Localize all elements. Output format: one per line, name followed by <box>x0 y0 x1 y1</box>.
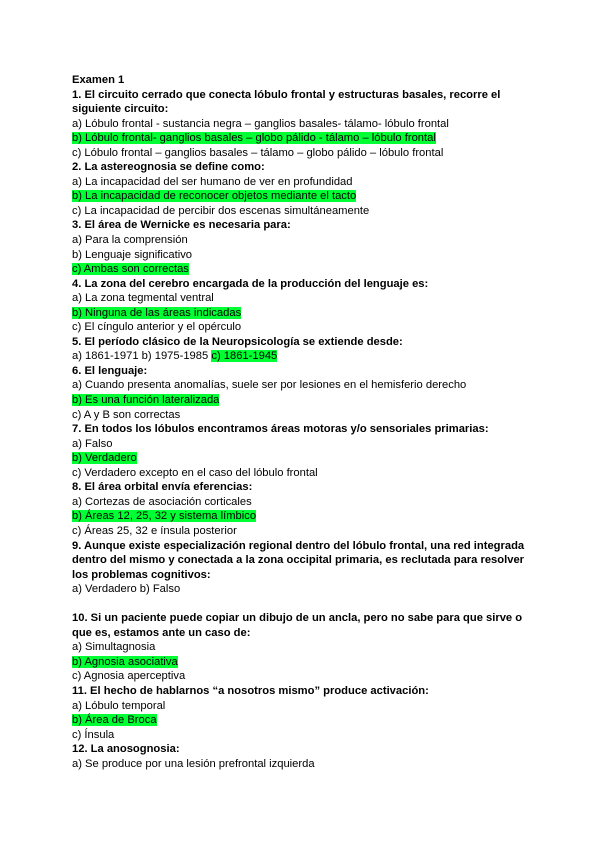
spacer <box>72 597 532 612</box>
q5-option-c-correct: c) 1861-1945 <box>211 350 278 363</box>
question-1: 1. El circuito cerrado que conecta lóbulo frontal y estructuras basales, recorre el siguiente circuito: <box>72 88 501 116</box>
q1-option-a: a) Lóbulo frontal - sustancia negra – ganglios basales- tálamo- lóbulo frontal <box>72 117 449 130</box>
question-7: 7. En todos los lóbulos encontramos áreas motoras y/o sensoriales primarias: <box>72 423 489 436</box>
q2-option-c: c) La incapacidad de percibir dos escenas simultáneamente <box>72 204 370 217</box>
q8-option-b-correct: b) Áreas 12, 25, 32 y sistema límbico <box>72 510 257 523</box>
question-5: 5. El período clásico de la Neuropsicología se extiende desde: <box>72 335 403 348</box>
q7-option-a: a) Falso <box>72 437 113 450</box>
q1-option-c: c) Lóbulo frontal – ganglios basales – tálamo – globo pálido – lóbulo frontal <box>72 146 444 159</box>
q10-option-c: c) Agnosia aperceptiva <box>72 670 186 683</box>
q8-option-a: a) Cortezas de asociación corticales <box>72 495 252 508</box>
q10-option-b-correct: b) Agnosia asociativa <box>72 655 178 668</box>
exam-title: Examen 1 <box>72 74 125 86</box>
question-11: 11. El hecho de hablarnos “a nosotros mismo” produce activación: <box>72 684 429 697</box>
q9-options: a) Verdadero b) Falso <box>72 583 181 596</box>
q6-option-a: a) Cuando presenta anomalías, suele ser por lesiones en el hemisferio derecho <box>72 379 467 392</box>
q4-option-c: c) El cíngulo anterior y el opérculo <box>72 321 242 334</box>
q2-option-b-correct: b) La incapacidad de reconocer objetos mediante el tacto <box>72 190 357 203</box>
exam-content <box>72 73 532 771</box>
q7-option-c: c) Verdadero excepto en el caso del lóbulo frontal <box>72 466 318 479</box>
question-3: 3. El área de Wernicke es necesaria para: <box>72 219 291 232</box>
q6-option-b-correct: b) Es una función lateralizada <box>72 394 220 407</box>
question-8: 8. El área orbital envía eferencias: <box>72 481 253 494</box>
question-4: 4. La zona del cerebro encargada de la producción del lenguaje es: <box>72 277 429 290</box>
question-6: 6. El lenguaje: <box>72 364 148 377</box>
q4-option-a: a) La zona tegmental ventral <box>72 292 214 305</box>
q3-option-b: b) Lenguaje significativo <box>72 248 193 261</box>
q8-option-c: c) Áreas 25, 32 e ínsula posterior <box>72 524 237 537</box>
q3-option-c-correct: c) Ambas son correctas <box>72 263 189 276</box>
q10-option-a: a) Simultagnosia <box>72 641 156 654</box>
question-12: 12. La anosognosia: <box>72 743 180 756</box>
q6-option-c: c) A y B son correctas <box>72 408 181 421</box>
q1-option-b-correct: b) Lóbulo frontal- ganglios basales – globo pálido - tálamo – lóbulo frontal <box>72 132 436 145</box>
q11-option-a: a) Lóbulo temporal <box>72 699 166 712</box>
question-2: 2. La astereognosia se define como: <box>72 161 265 174</box>
q12-option-a: a) Se produce por una lesión prefrontal izquierda <box>72 757 315 770</box>
q11-option-c: c) Ínsula <box>72 728 115 741</box>
q11-option-b-correct: b) Área de Broca <box>72 714 157 727</box>
question-10: 10. Si un paciente puede copiar un dibujo de un ancla, pero no sabe para que sirve o que es, estamos ante un caso de: <box>72 612 523 639</box>
question-9: 9. Aunque existe especialización regional dentro del lóbulo frontal, una red integrada dentro del mismo y conectada a la zona occipital primaria, es reclutada para resolver los problemas cognitivos: <box>72 539 525 581</box>
q5-options-a-b: a) 1861-1971 b) 1975-1985 <box>72 350 212 363</box>
q7-option-b-correct: b) Verdadero <box>72 452 137 465</box>
q3-option-a: a) Para la comprensión <box>72 234 188 247</box>
q2-option-a: a) La incapacidad del ser humano de ver en profundidad <box>72 175 353 188</box>
q4-option-b-correct: b) Ninguna de las áreas indicadas <box>72 306 242 319</box>
